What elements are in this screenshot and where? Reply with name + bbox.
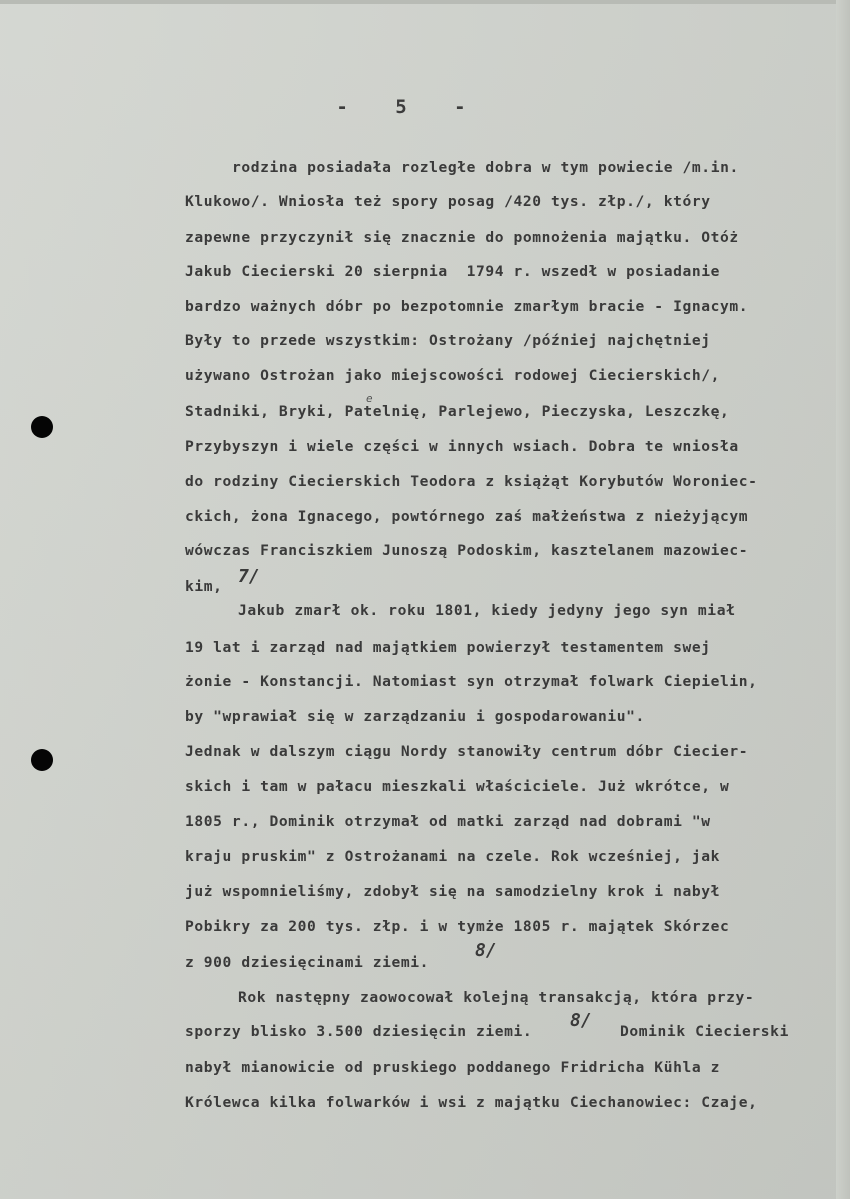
- text-line-22: już wspomnieliśmy, zdobył się na samodzielny krok i nabył: [185, 883, 721, 900]
- text-line-3: zapewne przyczynił się znacznie do pomnożenia majątku. Otóż: [185, 229, 739, 246]
- text-line-7: używano Ostrożan jako miejscowości rodowej Ciecierskich/,: [185, 367, 721, 384]
- text-line-16: żonie - Konstancji. Natomiast syn otrzymał folwark Ciepielin,: [185, 673, 758, 690]
- text-line-11: ckich, żona Ignacego, powtórnego zaś małżeństwa z nieżyjącym: [185, 508, 749, 525]
- text-line-19: skich i tam w pałacu mieszkali właściciele. Już wkrótce, w: [185, 778, 730, 795]
- text-line-27: nabył mianowicie od pruskiego poddanego Fridricha Kühla z: [185, 1059, 721, 1076]
- text-line-18: Jednak w dalszym ciągu Nordy stanowiły centrum dóbr Ciecier-: [185, 743, 749, 760]
- punch-hole-bottom: [31, 749, 53, 771]
- handwritten-correction: e: [366, 392, 373, 405]
- text-line-20: 1805 r., Dominik otrzymał od matki zarząd nad dobrami "w: [185, 813, 711, 830]
- text-line-23: Pobikry za 200 tys. złp. i w tymże 1805 r. majątek Skórzec: [185, 918, 730, 935]
- text-line-28: Królewca kilka folwarków i wsi z majątku Ciechanowiec: Czaje,: [185, 1094, 758, 1111]
- page-number: - 5 -: [336, 96, 484, 118]
- text-line-6: Były to przede wszystkim: Ostrożany /później najchętniej: [185, 332, 711, 349]
- text-line-17: by "wprawiał się w zarządzaniu i gospodarowaniu".: [185, 708, 645, 725]
- footnote-8a: 8/: [475, 940, 497, 961]
- text-line-1: rodzina posiadała rozległe dobra w tym powiecie /m.in.: [232, 159, 739, 176]
- page-top-edge: [0, 0, 850, 4]
- text-line-4: Jakub Ciecierski 20 sierpnia 1794 r. wszedł w posiadanie: [185, 263, 721, 280]
- text-line-21: kraju pruskim" z Ostrożanami na czele. Rok wcześniej, jak: [185, 848, 721, 865]
- text-line-9: Przybyszyn i wiele części w innych wsiach. Dobra te wniosła: [185, 438, 739, 455]
- footnote-8b: 8/: [570, 1010, 592, 1031]
- text-line-12: wówczas Franciszkiem Junoszą Podoskim, kasztelanem mazowiec-: [185, 542, 749, 559]
- footnote-7: 7/: [238, 566, 260, 587]
- text-line-25: Rok następny zaowocował kolejną transakcją, która przy-: [238, 989, 755, 1006]
- punch-hole-top: [31, 416, 53, 438]
- text-line-26: sporzy blisko 3.500 dziesięcin ziemi.: [185, 1023, 533, 1040]
- text-line-10: do rodziny Ciecierskich Teodora z książąt Korybutów Woroniec-: [185, 473, 758, 490]
- text-line-8: Stadniki, Bryki, Patelnię, Parlejewo, Pieczyska, Leszczkę,: [185, 403, 730, 420]
- text-line-14: Jakub zmarł ok. roku 1801, kiedy jedyny jego syn miał: [238, 602, 736, 619]
- text-line-15: 19 lat i zarząd nad majątkiem powierzył testamentem swej: [185, 639, 711, 656]
- text-line-5: bardzo ważnych dóbr po bezpotomnie zmarłym bracie - Ignacym.: [185, 298, 749, 315]
- text-line-2: Klukowo/. Wniosła też spory posag /420 tys. złp./, który: [185, 193, 711, 210]
- text-line-26b: Dominik Ciecierski: [620, 1023, 789, 1040]
- text-line-24: z 900 dziesięcinami ziemi.: [185, 954, 430, 971]
- page-right-edge: [836, 0, 850, 1199]
- text-line-13: kim,: [185, 578, 223, 595]
